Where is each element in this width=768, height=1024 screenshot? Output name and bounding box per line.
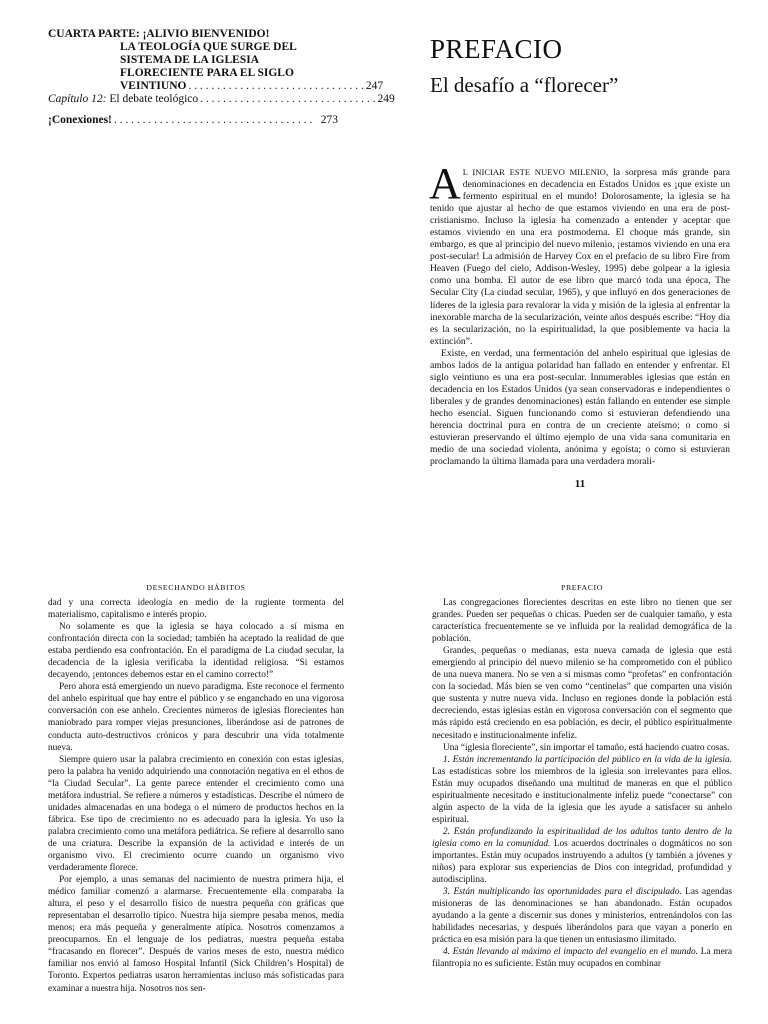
toc-chapter-title: El debate teológico — [109, 93, 199, 105]
point-text: Los acuerdos doctrinales o dogmáticos no son importantes. Están muy ocupados instruyendo a adultos (y también a jóvenes y niños) para explorar sus experiencias de Dios con integridad, profundidad y autodisciplina. — [432, 838, 733, 886]
habits-page — [48, 583, 344, 995]
toc-part-title-line: SISTEMA DE LA IGLESIA — [120, 54, 260, 66]
toc-part-title-line: LA TEOLOGÍA QUE SURGE DEL — [120, 41, 297, 53]
toc-conexiones-page: 273 — [320, 114, 338, 126]
toc-part-entry[interactable] — [48, 80, 384, 93]
preface-paragraph — [429, 159, 730, 348]
point-lead: 2. Están profundizando la espiritualidad de los adultos tanto dentro de la iglesia como en la comunidad. — [432, 826, 732, 849]
body-paragraph: No solamente es que la iglesia se haya colocado a sí misma en confrontación directa con la sociedad; también ha aceptado la realidad de que estaba perdiendo esa confrontación. En el paradigma de La ciudad secular, la decadencia de la iglesia verificaba la identidad religiosa. “Si estamos decayendo, ¡entonces debemos estar en el camino correcto!” — [48, 622, 344, 681]
toc-part-title-line: FLORECIENTE PARA EL SIGLO — [120, 67, 294, 79]
page-number: 11 — [574, 478, 586, 491]
body-paragraph: Siempre quiero usar la palabra crecimiento en conexión con estas iglesias, pero la palabra ha venido adquiriendo una connotación negativa en el ethos de “la Ciudad Secular”. La gente parece entender el crecimiento como una metáfora industrial. Se refiere a números y estadísticas. Describe el número de unidades almacenadas en una bodega o el número de productos hechos en la fábrica. Ese tipo de crecimiento no es adecuado para la iglesia. Yo uso la palabra crecimiento como una metáfora pediátrica. Se refiere al desarrollo sano de una criatura. Describe la expansión de la actividad e interés de un organismo vivo. El crecimiento ocurre cuando un organismo vivo verdaderamente florece. — [48, 754, 344, 874]
drop-cap: A — [429, 159, 461, 208]
toc-part-label: CUARTA PARTE: ¡ALIVIO BIENVENIDO! — [48, 28, 270, 40]
body-paragraph: Las congregaciones florecientes descritas en este libro no tienen que ser grandes. Pueden ser pequeñas o chicas. Pueden ser de cualquier tamaño, y esta característica frecuentemente se ve influida por la realidad demográfica de la población. — [432, 598, 732, 645]
preface-paragraph-text: , la sorpresa más grande para denominaciones en decadencia en Estados Unidos es ¡que existe un fermento espiritual en el mundo! Dolorosamente, la iglesia se ha tenido que ajustar al hecho de que estamos viviendo en una era de post-cristianismo. Incluso la iglesia ha comenzado a entender y aceptar que estamos viviendo en una era postmoderna. El choque más grande, sin embargo, es que al principio del nuevo milenio, ¡estamos viviendo en una era post-secular! La admisión de Harvey Cox en el prefacio de su libro Fire from Heaven (Fuego del cielo, Addison-Wesley, 1995) debe golpear a la iglesia como una bomba. El autor de ese libro que marcó toda una época, The Secular City (La ciudad secular, 1965), y que influyó en dos generaciones de líderes de la iglesia para revalorar la vida y misión de la iglesia al enfrentar la inexorable marcha de la secularización, veinte años después escribe: “Hoy día es la secularización, no la espiritualidad, la que posiblemente va hacia la extinción”. — [430, 167, 730, 347]
body-paragraph: Por ejemplo, a unas semanas del nacimiento de nuestra primera hija, el médico familiar comenzó a alarmarse. Frecuentemente ella comparaba la altura, el peso y el desarrollo físico de nuestra pequeña con gráficas que representaban el desarrollo típico. Nuestra hija siempre pesaba menos, medía menos; era más pequeña y generalmente atípica. Nosotros comenzamos a preocuparnos. En el lenguaje de los pediatras, nuestra pequeña estaba “fracasando en florecer”. Después de varios meses de esto, nuestra médico familiar nos envió al famoso Hospital Infantil (Sick Children’s Hospital) de Toronto. Expertos pediatras usaron herramientas incluso más sofisticadas para examinar a nuestra hija. Nosotros nos sen- — [48, 875, 344, 994]
toc-page — [48, 28, 395, 127]
body-paragraph: dad y una correcta ideología en medio de la rugiente tormenta del materialismo, capitalismo e interés propio. — [48, 598, 344, 621]
toc-part-heading — [48, 28, 338, 41]
running-head: DESECHANDO HÁBITOS — [146, 583, 246, 592]
preface-paragraph: Existe, en verdad, una fermentación del anhelo espiritual que iglesias de ambos lados de la antigua polaridad han fallado en entender y enfrentar. El siglo veintiuno es una era post-secular. Innumerables iglesias que están en decadencia en los Estados Unidos (ya sean conservadoras e independientes o liberales y de grandes denominaciones) están fallando en entender ese simple hecho esencial. Siguen funcionando como si estuvieran defendiendo una herencia doctrinal pura en contra de un creciente ateísmo; o como si estuvieran preservando el último ejemplo de una vida sana comunitaria en medio de una sociedad violenta, anónima y egoísta; o como si estuvieran proclamando la última llamada para una verdadera morali- — [430, 347, 730, 468]
preface-lead-smallcaps: L INICIAR ESTE NUEVO MILENIO — [462, 167, 606, 177]
toc-chapter-text — [48, 93, 198, 106]
numbered-point — [432, 886, 732, 946]
numbered-point — [432, 946, 732, 970]
point-lead: 1. Están incrementando la participación del público en la vida de la iglesia. — [443, 754, 732, 765]
point-text: Las estadísticas sobre los miembros de la iglesia son irrelevantes para ellos. Están muy ocupados diseñando una multitud de maneras en que el público espiritualmente necesitado e institucionalmente infeliz puede “conectarse” con algún aspecto de la vida de la iglesia que les ayude a satisfacer su anhelo espiritual. — [432, 766, 732, 825]
toc-leader-dots: . . . . . . . . . . . . . . . . . . . . . . . . . . . . . . . . . . . — [113, 114, 313, 126]
toc-conexiones-label: ¡Conexiones! — [48, 114, 112, 126]
numbered-point — [432, 754, 732, 826]
body-paragraph: Una “iglesia floreciente”, sin importar el tamaño, está haciendo cuatro cosas. — [443, 742, 730, 753]
prefacio-continued-page — [432, 583, 732, 970]
toc-leader-dots: . . . . . . . . . . . . . . . . . . . . . . . . . . . . . . . — [200, 93, 376, 105]
body-paragraph: Pero ahora está emergiendo un nuevo paradigma. Este reconoce el fermento del anhelo espiritual que hay entre el público y se enganchado en una vigorosa conversación con ese anhelo. Crecientes números de iglesias florecientes han maniobrado para romper viejas presunciones, liberándose así de patrones de conducta auto-destructivos crónicos y para descubrir una vida totalmente nueva. — [48, 682, 344, 753]
numbered-point — [432, 826, 732, 886]
toc-chapter-entry[interactable] — [48, 93, 395, 106]
toc-chapter-page: 249 — [377, 93, 395, 105]
preface-title: PREFACIO — [430, 34, 563, 64]
toc-part-page: 247 — [365, 80, 384, 92]
body-paragraph: Grandes, pequeñas o medianas, esta nueva camada de iglesia que está emergiendo al principio del nuevo milenio se ha comprometido con el público de una nueva manera. No se ven a sí mismas como “profetas” en confrontación con la sociedad. Más bien se ven como “centinelas” que comparten una visión que sustenta y nutre nueva vida. Incluso en regiones donde la población está decreciendo, estas iglesias están en vigorosa conversación con el segmento que más rápido está creciendo en esa población, es decir, el público espiritualmente necesitado e institucionalmente infeliz. — [432, 646, 732, 741]
point-lead: 4. Están llevando al máximo el impacto del evangelio en el mundo. — [443, 947, 698, 958]
point-text: Las agendas misioneras de las denominaciones se han abandonado. Están ocupados ayudando a la gente a discernir sus dones y ministerios, entrenándolos con las habilidades necesarias, y después liberándolos para que vayan a ponerlo en práctica en esa misión para la que tienen un entusiasmo ilimitado. — [432, 887, 732, 946]
point-text: La mera filantropía no es suficiente. Están muy ocupados en combinar — [432, 947, 732, 970]
toc-conexiones-entry[interactable] — [48, 114, 338, 127]
toc-chapter-label: Capítulo 12: — [48, 93, 107, 105]
toc-leader-dots: . . . . . . . . . . . . . . . . . . . . . . . . . . . . . . . — [188, 80, 364, 92]
toc-part-last-line: VEINTIUNO — [120, 80, 187, 92]
preface-page — [430, 28, 730, 490]
point-lead: 3. Están multiplicando las oportunidades para el discipulado. — [443, 887, 682, 898]
preface-subtitle: El desafío a “florecer” — [430, 73, 619, 97]
running-head: PREFACIO — [561, 583, 603, 592]
